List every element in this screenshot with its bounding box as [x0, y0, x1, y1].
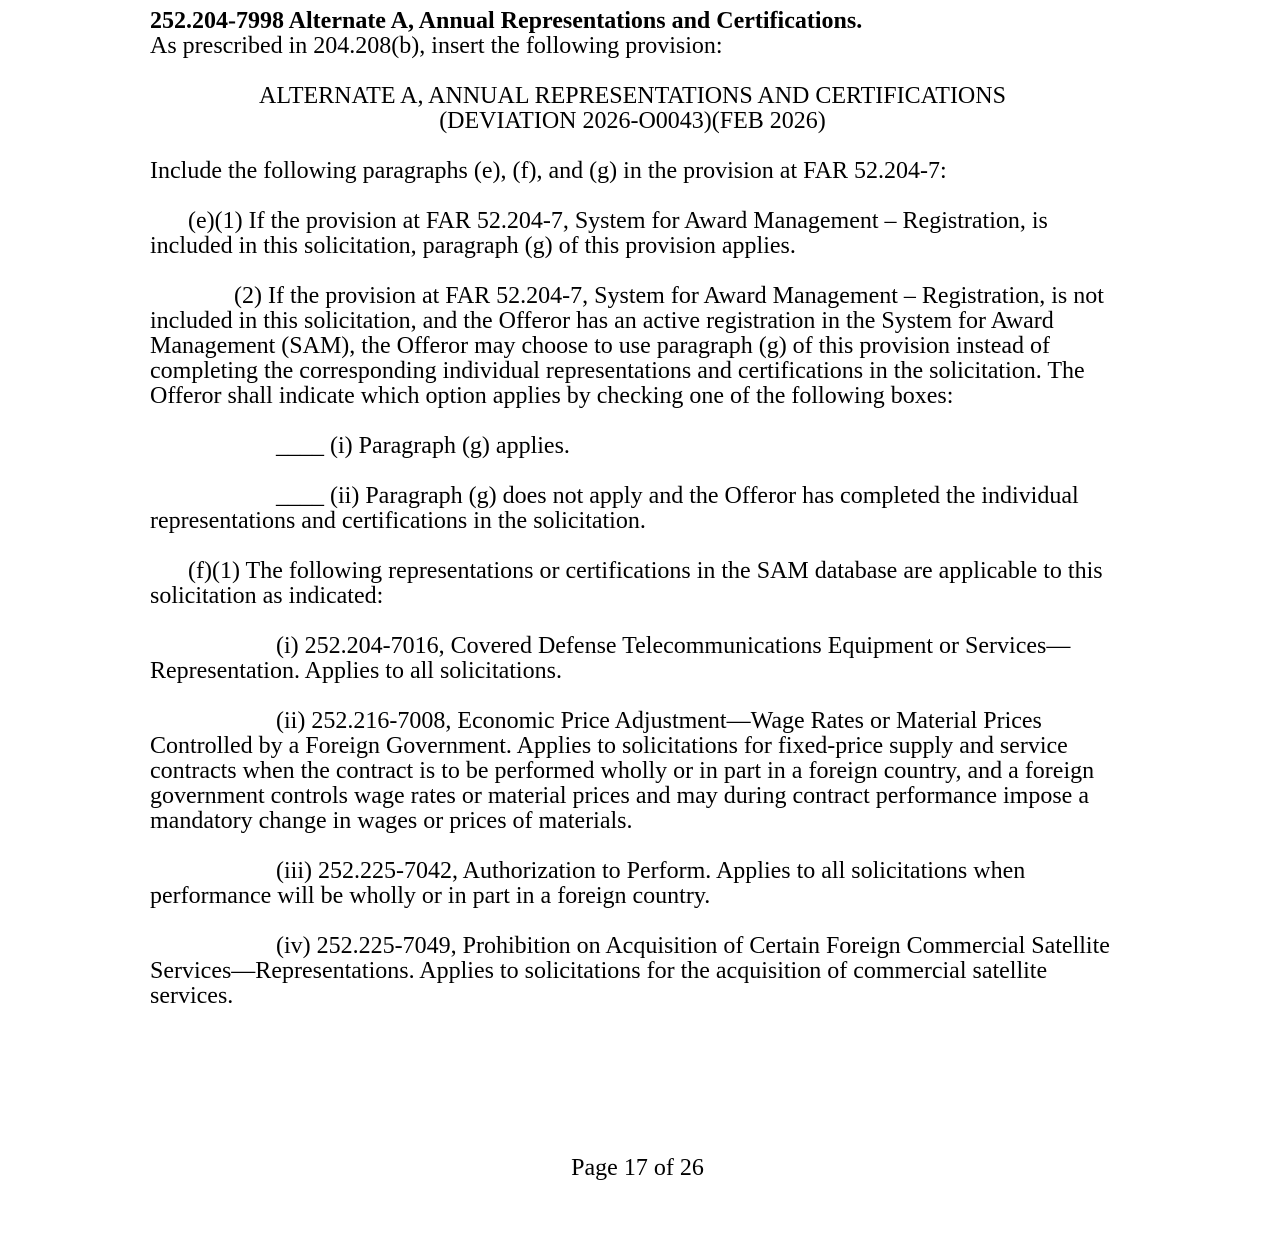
document-page [150, 9, 1115, 1034]
prescription-line: As prescribed in 204.208(b), insert the following provision: [150, 33, 723, 59]
option-ii: ____ (ii) Paragraph (g) does not apply and the Offeror has completed the individual representations and certifications in the solicitation. [150, 483, 1079, 534]
provision-title-line-1: ALTERNATE A, ANNUAL REPRESENTATIONS AND CERTIFICATIONS [259, 83, 1006, 109]
section-title: 252.204-7998 Alternate A, Annual Representations and Certifications. [150, 8, 863, 34]
item-ii: (ii) 252.216-7008, Economic Price Adjustment—Wage Rates or Material Prices Controlled by a Foreign Government. Applies to solicitations for fixed-price supply and service contracts when the contract is to be performed wholly or in part in a foreign country, and a foreign government controls wage rates or material prices and may during contract performance impose a mandatory change in wages or prices of materials. [150, 708, 1095, 834]
item-iii: (iii) 252.225-7042, Authorization to Perform. Applies to all solicitations when performance will be wholly or in part in a foreign country. [150, 858, 1026, 909]
provision-title-line-2: (DEVIATION 2026-O0043)(FEB 2026) [439, 108, 826, 134]
intro-paragraph: Include the following paragraphs (e), (f), and (g) in the provision at FAR 52.204-7: [150, 158, 947, 184]
paragraph-e2: (2) If the provision at FAR 52.204-7, System for Award Management – Registration, is not included in this solicitation, and the Offeror has an active registration in the System for Award Management (SAM), the Offeror may choose to use paragraph (g) of this provision instead of completing the corresponding individual representations and certifications in the solicitation. The Offeror shall indicate which option applies by checking one of the following boxes: [150, 283, 1104, 409]
item-iv: (iv) 252.225-7049, Prohibition on Acquisition of Certain Foreign Commercial Satellite Services—Representations. Applies to solicitations for the acquisition of commercial satellite services. [150, 933, 1110, 1009]
item-i: (i) 252.204-7016, Covered Defense Telecommunications Equipment or Services—Representation. Applies to all solicitations. [150, 633, 1071, 684]
paragraph-f1: (f)(1) The following representations or certifications in the SAM database are applicable to this solicitation as indicated: [150, 558, 1103, 609]
paragraph-e1: (e)(1) If the provision at FAR 52.204-7, System for Award Management – Registration, is included in this solicitation, paragraph (g) of this provision applies. [150, 208, 1048, 259]
section-heading [150, 9, 1115, 59]
provision-title [150, 84, 1115, 134]
page-number: Page 17 of 26 [571, 1155, 704, 1181]
option-i: ____ (i) Paragraph (g) applies. [276, 433, 570, 459]
